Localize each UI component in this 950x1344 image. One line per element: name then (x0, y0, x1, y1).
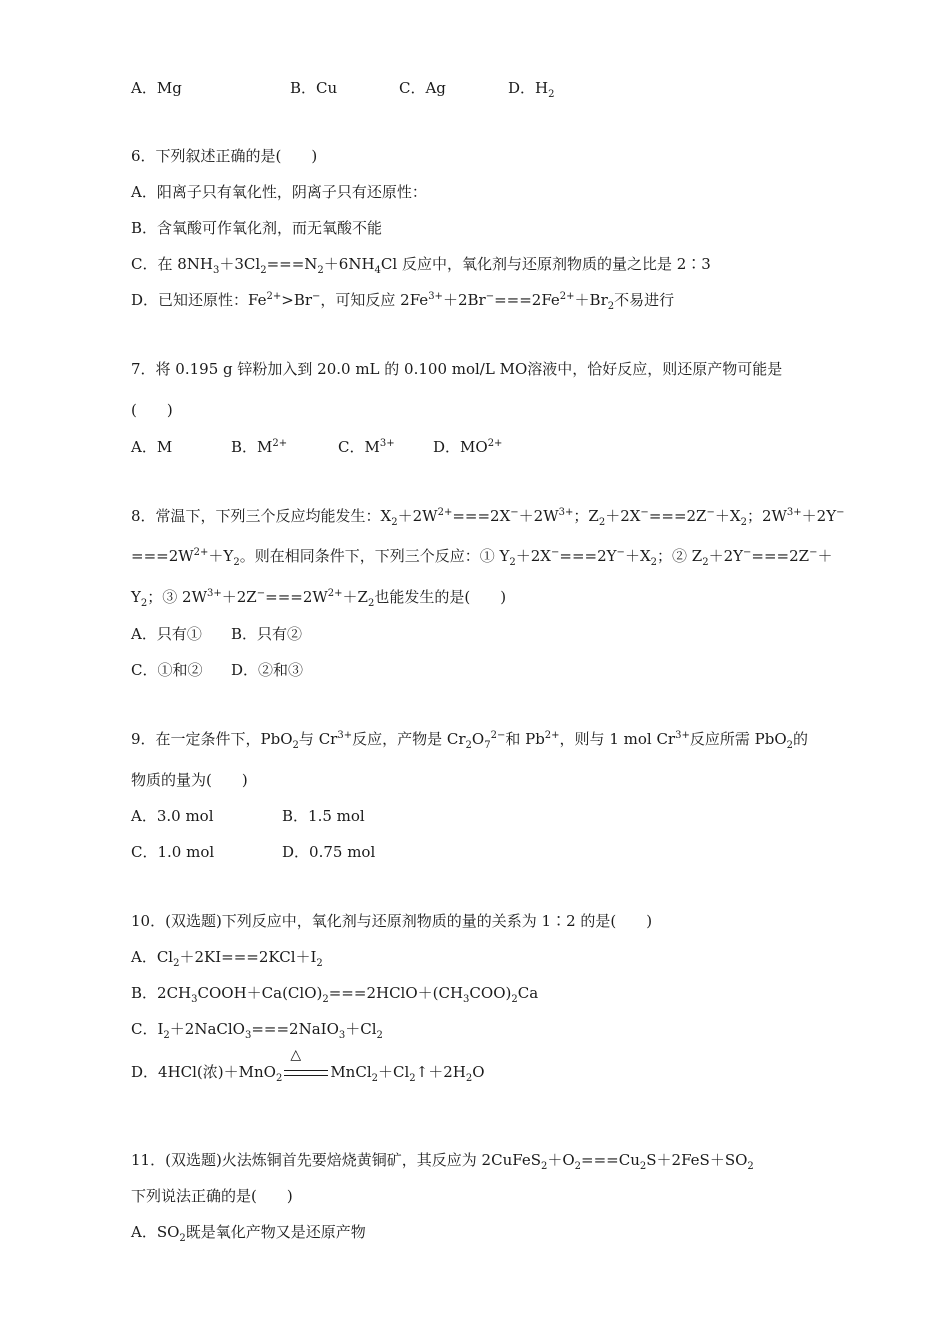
q8-option-c: C．①和② (131, 661, 203, 679)
q9-stem-line1: 9．在一定条件下，PbO$_2$与 $Cr^{3+}$反应，产物是 $Cr_2O_7^{2-}$和 $Pb^{2+}$，则与 1 mol $Cr^{3+}$反应所需 PbO$_2$的 (131, 730, 809, 751)
q5-option-c: C．Ag (399, 79, 446, 97)
q10-option-a: A．$Cl_2+2KI===2KCl+I_2$ (131, 948, 323, 969)
q10-option-c: C．$I_2+2NaClO_3===2NaIO_3+Cl_2$ (131, 1020, 383, 1041)
q6-option-a: A．阳离子只有氧化性，阴离子只有还原性： (131, 183, 427, 201)
q8-option-a: A．只有① (131, 625, 202, 643)
q5-option-a: A．Mg (131, 79, 182, 97)
q6-stem: 6．下列叙述正确的是( ) (131, 147, 318, 165)
q9-option-c: C．1.0 mol (131, 843, 215, 861)
q5-option-d: D．$H_2$ (508, 79, 555, 100)
q5-option-b: B．Cu (290, 79, 338, 97)
q11-option-a: A．$SO_2$既是氧化产物又是还原产物 (131, 1223, 366, 1244)
q7-option-c: C．$M^{3+}$ (338, 438, 395, 456)
q10-option-d: D．4HCl(浓)＋MnO$_2$ △ $MnCl_2+Cl_2↑+2H_2O$ (131, 1047, 485, 1084)
q5-options (131, 78, 554, 98)
q8-option-b: B．只有② (231, 625, 303, 643)
q7-option-d: D．$MO^{2+}$ (433, 438, 503, 456)
q9-option-d: D．0.75 mol (282, 843, 376, 861)
q11-stem-line1: 11．(双选题)火法炼铜首先要焙烧黄铜矿，其反应为 $2CuFeS_2+O_2===Cu_2S+2FeS+SO_2$ (131, 1151, 754, 1172)
q6-option-b: B．含氧酸可作氧化剂，而无氧酸不能 (131, 219, 383, 237)
q11-stem-line2: 下列说法正确的是( ) (131, 1187, 293, 1205)
q7-stem-cont: ( ) (131, 401, 173, 419)
q8-stem-line1: 8．常温下，下列三个反应均能发生：$X_2+2W^{2+}===2X^-+2W^{3+}$；$Z_2+2X^-===2Z^-+X_2$；$2W^{3+}+2Y^-$ (131, 507, 845, 528)
q8-options-row2 (131, 660, 303, 680)
q9-stem-line2: 物质的量为( ) (131, 771, 248, 789)
q9-options-row2 (131, 842, 375, 862)
q9-option-a: A．3.0 mol (131, 807, 214, 825)
q10-stem: 10．(双选题)下列反应中，氧化剂与还原剂物质的量的关系为 1∶2 的是( ) (131, 912, 653, 930)
q9-option-b: B．1.5 mol (282, 807, 365, 825)
q10-option-b: B．$2CH_3COOH+Ca(ClO)_2===2HClO+(CH_3COO)_2Ca$ (131, 984, 539, 1005)
double-line-icon (284, 1070, 328, 1076)
q8-stem-line2: $===2W^{2+}+Y_2$。则在相同条件下，下列三个反应：① $Y_2+2X^-===2Y^-+X_2$；② $Z_2+2Y^-===2Z^-+$ (131, 547, 833, 568)
heating-arrow (282, 1047, 330, 1082)
q6-option-d: D．已知还原性：$Fe^{2+}>Br^-$，可知反应 $2Fe^{3+}+2Br^-===2Fe^{2+}+Br_2$不易进行 (131, 291, 675, 312)
q8-option-d: D．②和③ (231, 661, 304, 679)
q8-stem-line3: $Y_2$；③ $2W^{3+}+2Z^-===2W^{2+}+Z_2$也能发生的是( ) (131, 588, 507, 609)
q7-stem: 7．将 0.195 g 锌粉加入到 20.0 mL 的 0.100 mol/L MO溶液中，恰好反应，则还原产物可能是 (131, 360, 783, 378)
q9-options-row1 (131, 806, 365, 826)
q8-options-row1 (131, 624, 302, 644)
q6-option-c: C．在 $8NH_3+3Cl_2===N_2+6NH_4Cl$ 反应中，氧化剂与还原剂物质的量之比是 2∶3 (131, 255, 711, 276)
q7-option-a: A．M (131, 438, 173, 456)
q7-options (131, 437, 502, 457)
q7-option-b: B．$M^{2+}$ (231, 438, 288, 456)
heating-triangle-icon: △ (290, 1047, 302, 1063)
